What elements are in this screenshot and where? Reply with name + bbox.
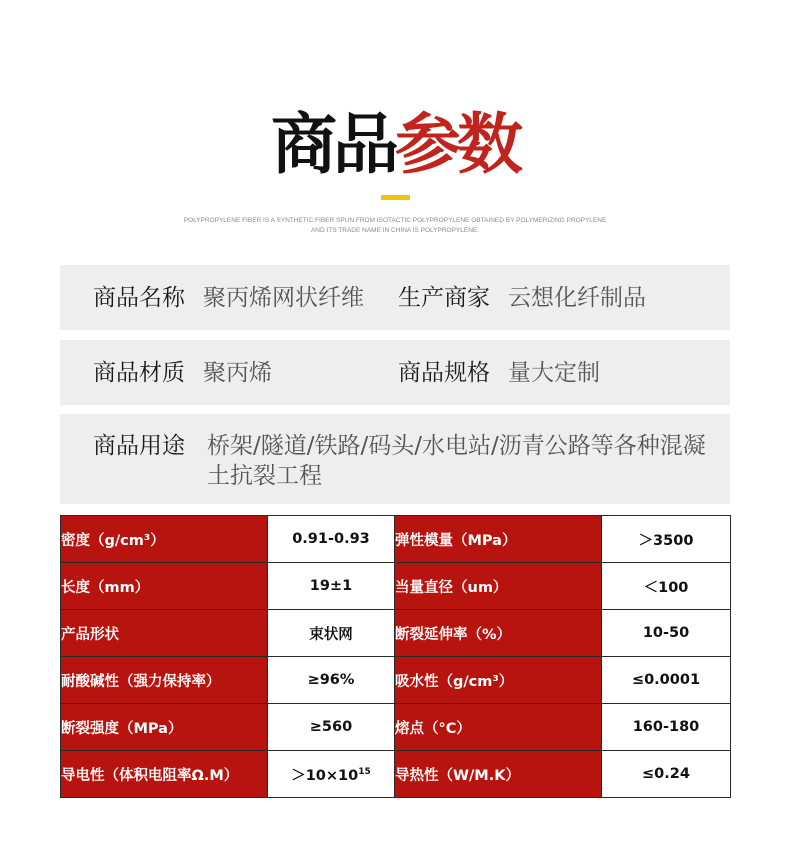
subtitle: [100, 216, 690, 236]
spec-value-cell: [268, 751, 395, 798]
spec-label-cell: 断裂强度（MPa）: [61, 704, 268, 751]
maker-field: [398, 283, 646, 313]
product-name-field: [93, 283, 364, 313]
spec-value-cell: 10-50: [602, 610, 731, 657]
info-row-name-maker: [60, 265, 730, 330]
material-field: [93, 358, 272, 388]
spec-label-cell: 长度（mm）: [61, 563, 268, 610]
usage-label: 商品用途: [93, 433, 185, 459]
spec-value-cell: ≥560: [268, 704, 395, 751]
page-title: [0, 100, 790, 190]
spec-label-cell: 导电性（体积电阻率Ω.M）: [61, 751, 268, 798]
title-red-part: 参数: [395, 106, 519, 183]
spec-label-cell: 断裂延伸率（%）: [395, 610, 602, 657]
spec-field: [398, 358, 600, 388]
material-label: 商品材质: [93, 360, 185, 386]
spec-value-cell: ＞3500: [602, 516, 731, 563]
title-black-part: 商品: [271, 106, 395, 183]
info-row-material-spec: [60, 340, 730, 405]
subtitle-line-2: AND ITS TRADE NAME IN CHINA IS POLYPROPYLENE.: [310, 227, 480, 234]
table-row: [61, 751, 731, 798]
spec-label: 商品规格: [398, 360, 490, 386]
resistivity-exponent: 15: [358, 766, 371, 777]
product-name-label: 商品名称: [93, 285, 185, 311]
maker-value: 云想化纤制品: [508, 285, 646, 311]
spec-value-cell: 0.91-0.93: [268, 516, 395, 563]
maker-label: 生产商家: [398, 285, 490, 311]
spec-value-cell: ≥96%: [268, 657, 395, 704]
spec-value-cell: ≤0.0001: [602, 657, 731, 704]
spec-value-cell: 束状网: [268, 610, 395, 657]
subtitle-line-1: POLYPROPYLENE FIBER IS A SYNTHETIC FIBER SPUN FROM ISOTACTIC POLYPROPYLENE OBTAINED BY POLYMERIZING PROPYLENE: [183, 217, 607, 224]
table-row: [61, 563, 731, 610]
spec-label-cell: 弹性模量（MPa）: [395, 516, 602, 563]
table-row: [61, 516, 731, 563]
spec-label-cell: 吸水性（g/cm³）: [395, 657, 602, 704]
spec-label-cell: 导热性（W/M.K）: [395, 751, 602, 798]
spec-label-cell: 熔点（°C）: [395, 704, 602, 751]
spec-value: 量大定制: [508, 360, 600, 386]
resistivity-base: ＞10×10: [291, 767, 359, 784]
spec-value-cell: 19±1: [268, 563, 395, 610]
spec-value-cell: ≤0.24: [602, 751, 731, 798]
spec-label-cell: 当量直径（um）: [395, 563, 602, 610]
usage-value: 桥架/隧道/铁路/码头/水电站/沥青公路等各种混凝土抗裂工程: [207, 433, 706, 489]
info-row-usage: [60, 414, 730, 504]
spec-label-cell: 密度（g/cm³）: [61, 516, 268, 563]
product-name-value: 聚丙烯网状纤维: [203, 285, 364, 311]
table-row: [61, 704, 731, 751]
spec-value-cell: 160-180: [602, 704, 731, 751]
spec-label-cell: 产品形状: [61, 610, 268, 657]
title-underline: [381, 195, 410, 200]
table-row: [61, 610, 731, 657]
spec-table: [60, 515, 731, 798]
spec-label-cell: 耐酸碱性（强力保持率）: [61, 657, 268, 704]
spec-value-cell: ＜100: [602, 563, 731, 610]
table-row: [61, 657, 731, 704]
material-value: 聚丙烯: [203, 360, 272, 386]
